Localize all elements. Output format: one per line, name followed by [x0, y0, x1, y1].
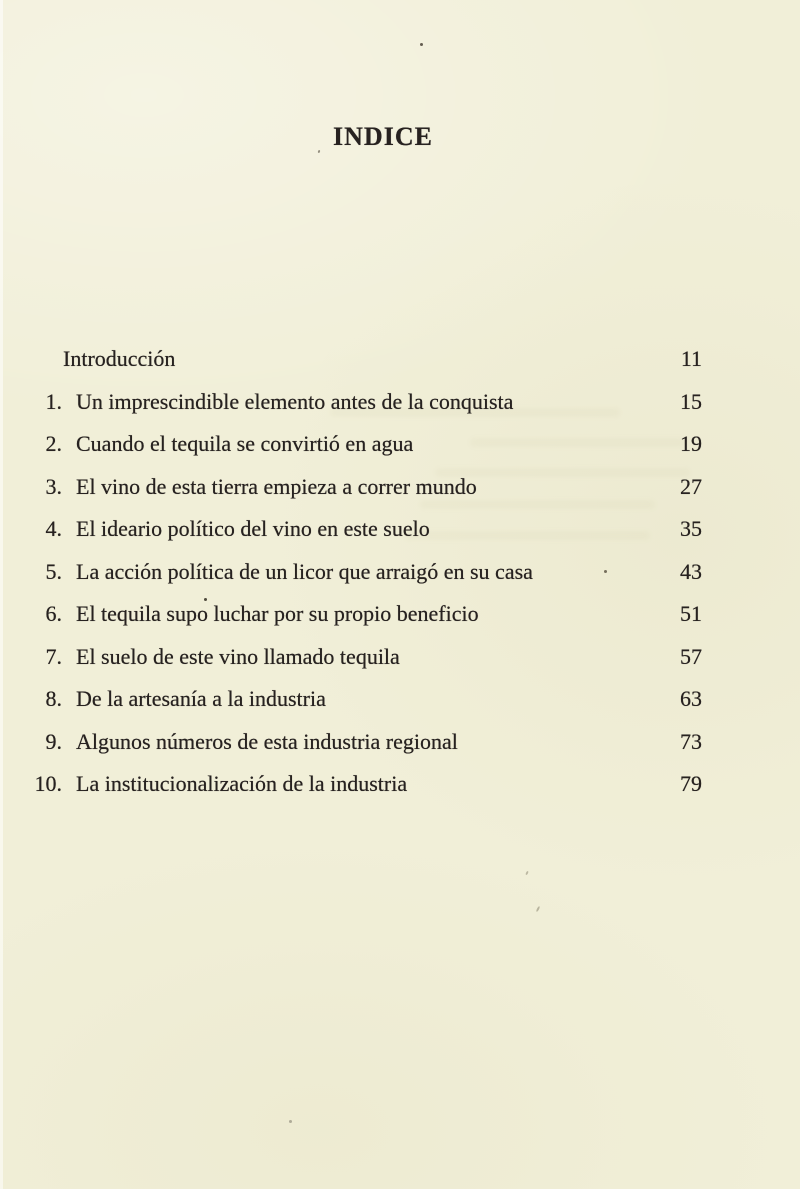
toc-entry-label: Algunos números de esta industria regional [76, 728, 458, 754]
paper-speck [420, 43, 423, 46]
toc-row [32, 730, 702, 754]
toc-page-number: 15 [680, 388, 702, 414]
toc-page-number: 57 [680, 643, 702, 669]
toc-entry-label: El tequila supo luchar por su propio beneficio [76, 601, 479, 626]
toc-page-number: 51 [680, 601, 702, 626]
paper-speck [318, 150, 321, 154]
toc-page-number: 73 [680, 728, 702, 754]
toc-page-number: 19 [680, 431, 702, 456]
toc-page-number: 63 [680, 686, 702, 711]
toc-entry-label: El suelo de este vino llamado tequila [76, 643, 400, 669]
toc-row [32, 517, 702, 541]
toc-entry-label: Introducción [63, 346, 176, 371]
toc-row [32, 560, 702, 584]
toc-row [32, 772, 702, 796]
toc-row [32, 687, 702, 711]
page-left-edge [0, 0, 3, 1189]
toc-row [32, 475, 702, 499]
toc-entry-label: De la artesanía a la industria [76, 686, 326, 711]
toc-entry-label: Un imprescindible elemento antes de la conquista [76, 388, 514, 414]
toc-page-number: 27 [680, 473, 702, 499]
paper-speck [536, 906, 541, 912]
toc-entry-label: La institucionalización de la industria [76, 771, 408, 796]
toc-row [32, 645, 702, 669]
toc-page-number: 11 [680, 346, 702, 371]
toc-row [32, 390, 702, 414]
toc-page-number: 79 [680, 771, 702, 796]
toc-row [32, 347, 702, 371]
toc-entry-number: 10. [34, 771, 62, 796]
paper-speck [525, 871, 529, 875]
toc-entry-number: 8. [45, 686, 62, 711]
toc-row [32, 602, 702, 626]
toc-entry-label: La acción política de un licor que arraigó en su casa [76, 558, 533, 584]
toc-entry-label: El vino de esta tierra empieza a correr mundo [76, 473, 477, 499]
toc-entry-number: 9. [45, 728, 62, 754]
table-of-contents [32, 347, 702, 815]
toc-entry-label: Cuando el tequila se convirtió en agua [76, 431, 414, 456]
toc-entry-number: 4. [45, 516, 62, 541]
toc-entry-number: 7. [45, 643, 62, 669]
toc-entry-number: 3. [45, 473, 62, 499]
paper-speck [289, 1120, 292, 1123]
toc-entry-label: El ideario político del vino en este suelo [76, 516, 430, 541]
toc-page-number: 43 [680, 558, 702, 584]
toc-entry-number: 1. [45, 388, 62, 414]
toc-entry-number: 6. [45, 601, 62, 626]
page-title: INDICE [333, 122, 433, 151]
toc-entry-number: 5. [45, 558, 62, 584]
toc-row [32, 432, 702, 456]
toc-page-number: 35 [680, 516, 702, 541]
toc-entry-number: 2. [45, 431, 62, 456]
